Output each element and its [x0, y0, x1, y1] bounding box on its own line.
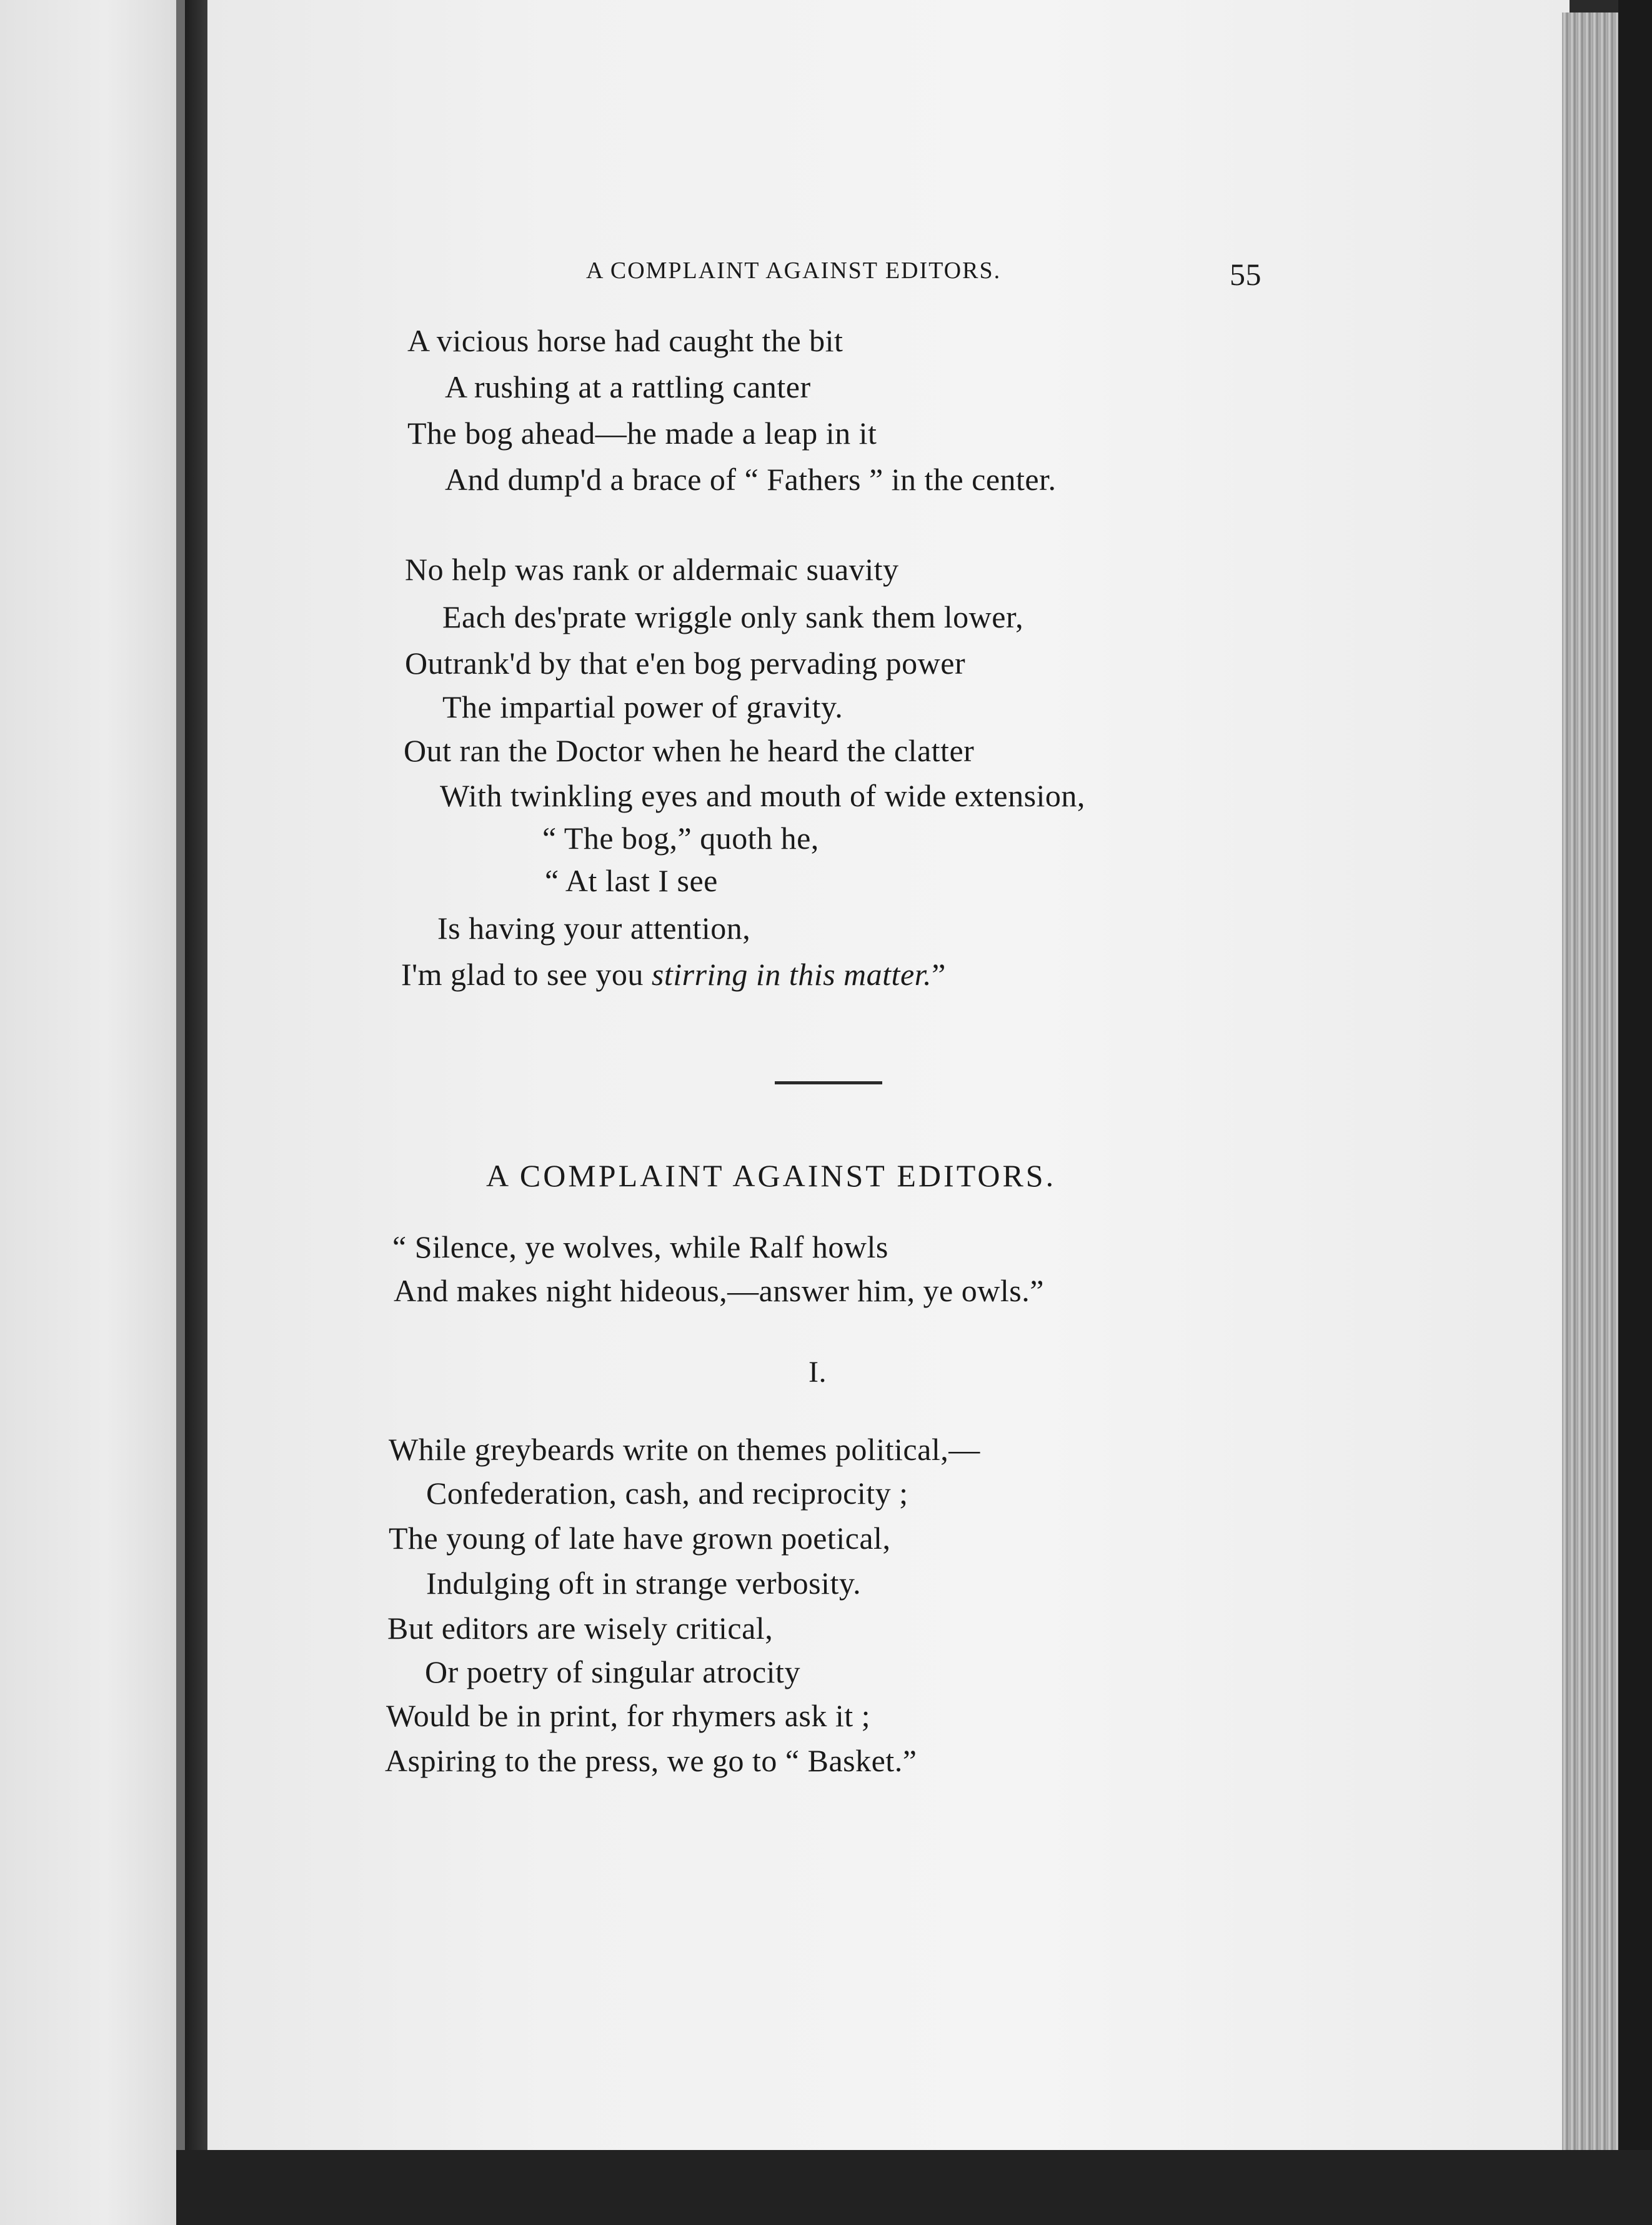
verse-line: But editors are wisely critical, [387, 1611, 774, 1646]
verse-line: The young of late have grown poetical, [389, 1521, 891, 1556]
verse-line: The bog ahead—he made a leap in it [407, 416, 877, 451]
verse-italic-text: stirring in this matter. [651, 957, 932, 992]
verse-line: Out ran the Doctor when he heard the clatter [404, 733, 975, 768]
verse-line: With twinkling eyes and mouth of wide extension, [440, 778, 1085, 813]
gutter-binding [185, 0, 207, 2175]
scan-border-right [1618, 0, 1652, 2225]
section-numeral: I. [809, 1356, 827, 1389]
verse-line: “ At last I see [545, 863, 718, 898]
page-edges [1562, 12, 1618, 2162]
verse-line-italic-ending [401, 959, 946, 990]
verse-line: No help was rank or aldermaic suavity [405, 552, 899, 587]
verse-line: Is having your attention, [437, 911, 751, 946]
section-divider [775, 1081, 882, 1084]
verse-line: Would be in print, for rhymers ask it ; [386, 1698, 871, 1733]
verse-line: Confederation, cash, and reciprocity ; [426, 1476, 908, 1511]
verse-line: And dump'd a brace of “ Fathers ” in the center. [445, 462, 1057, 497]
verse-line: A vicious horse had caught the bit [407, 323, 843, 358]
verse-line: While greybeards write on themes political,— [389, 1432, 980, 1467]
verse-line: A rushing at a rattling canter [445, 369, 811, 404]
gutter-shadow [176, 0, 185, 2175]
facing-page-left [0, 0, 176, 2225]
page-number: 55 [1230, 257, 1261, 292]
verse-line: Aspiring to the press, we go to “ Basket.” [385, 1743, 917, 1778]
verse-text: ” [932, 957, 946, 992]
verse-text: I'm glad to see you [401, 957, 652, 992]
scan-border-bottom [176, 2150, 1652, 2225]
page-right [207, 0, 1570, 2150]
epigraph-line: “ Silence, ye wolves, while Ralf howls [392, 1229, 888, 1264]
running-header: A COMPLAINT AGAINST EDITORS. [586, 258, 1002, 284]
verse-line: Outrank'd by that e'en bog pervading power [405, 646, 966, 681]
verse-line: Or poetry of singular atrocity [425, 1654, 800, 1689]
verse-line: Each des'prate wriggle only sank them lower, [442, 599, 1024, 634]
epigraph-line: And makes night hideous,—answer him, ye owls.” [394, 1273, 1044, 1308]
verse-line: “ The bog,” quoth he, [542, 821, 819, 856]
poem-title: A COMPLAINT AGAINST EDITORS. [486, 1158, 1057, 1193]
verse-line: The impartial power of gravity. [442, 689, 843, 724]
verse-line: Indulging oft in strange verbosity. [426, 1566, 862, 1601]
